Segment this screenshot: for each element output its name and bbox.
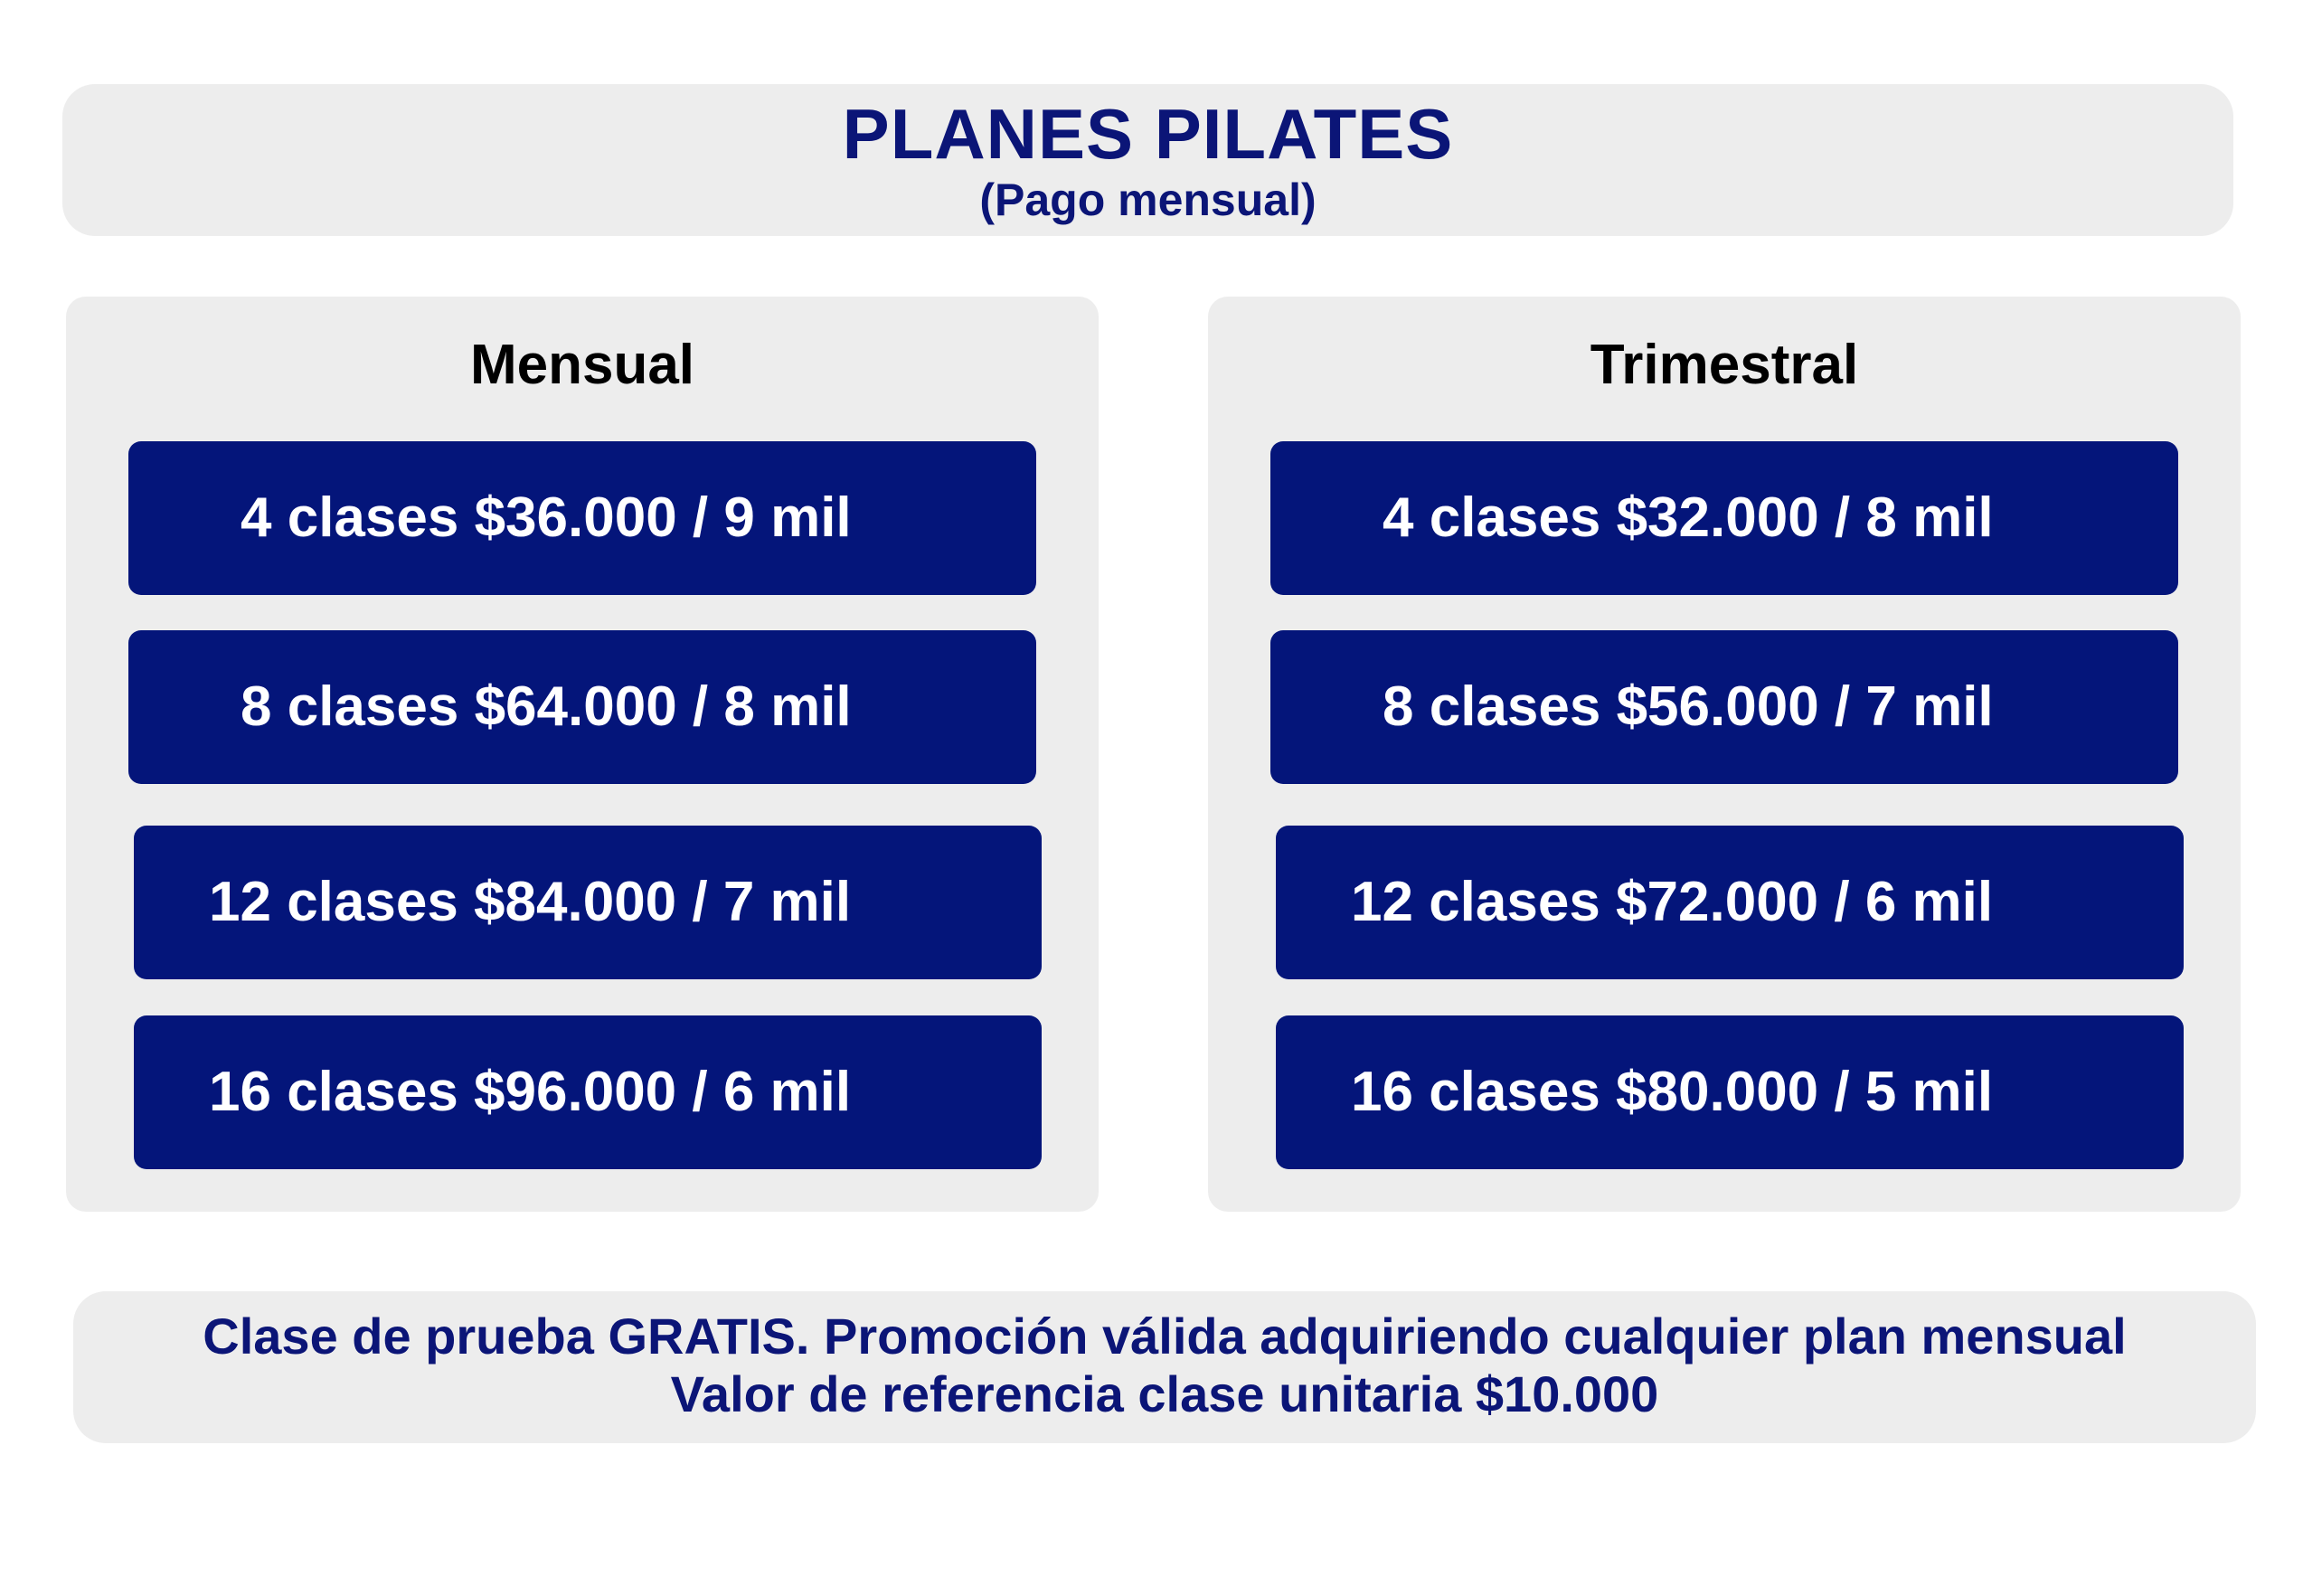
- plan-label: 16 clases $80.000 / 5 mil: [1351, 1061, 1994, 1123]
- column-title-trimestral: Trimestral: [1590, 334, 1859, 396]
- page-title: PLANES PILATES: [842, 94, 1454, 174]
- plan-column-mensual: [66, 297, 1099, 1212]
- plan-card-trimestral-16-clases[interactable]: [1276, 1015, 2184, 1169]
- plan-column-trimestral: [1208, 297, 2241, 1212]
- footer-panel: [73, 1291, 2256, 1443]
- plan-label: 4 clases $36.000 / 9 mil: [241, 486, 852, 549]
- plan-label: 12 clases $84.000 / 7 mil: [209, 871, 852, 933]
- plan-card-mensual-16-clases[interactable]: [134, 1015, 1042, 1169]
- reference-price-text: Valor de referencia clase unitaria $10.000: [670, 1365, 1659, 1422]
- promo-text: Clase de prueba GRATIS. Promoción válida adquiriendo cualquier plan mensual: [203, 1308, 2127, 1365]
- page-subtitle: (Pago mensual): [979, 175, 1317, 225]
- plan-label: 8 clases $56.000 / 7 mil: [1383, 675, 1994, 738]
- plan-label: 8 clases $64.000 / 8 mil: [241, 675, 852, 738]
- plan-card-mensual-4-clases[interactable]: [128, 441, 1036, 595]
- plan-card-trimestral-4-clases[interactable]: [1270, 441, 2178, 595]
- header-panel: [62, 84, 2233, 236]
- plan-card-mensual-8-clases[interactable]: [128, 630, 1036, 784]
- plan-card-trimestral-8-clases[interactable]: [1270, 630, 2178, 784]
- plan-label: 16 clases $96.000 / 6 mil: [209, 1061, 852, 1123]
- plan-card-trimestral-12-clases[interactable]: [1276, 826, 2184, 979]
- plan-label: 12 clases $72.000 / 6 mil: [1351, 871, 1994, 933]
- plan-label: 4 clases $32.000 / 8 mil: [1383, 486, 1994, 549]
- column-title-mensual: Mensual: [469, 334, 695, 396]
- plan-card-mensual-12-clases[interactable]: [134, 826, 1042, 979]
